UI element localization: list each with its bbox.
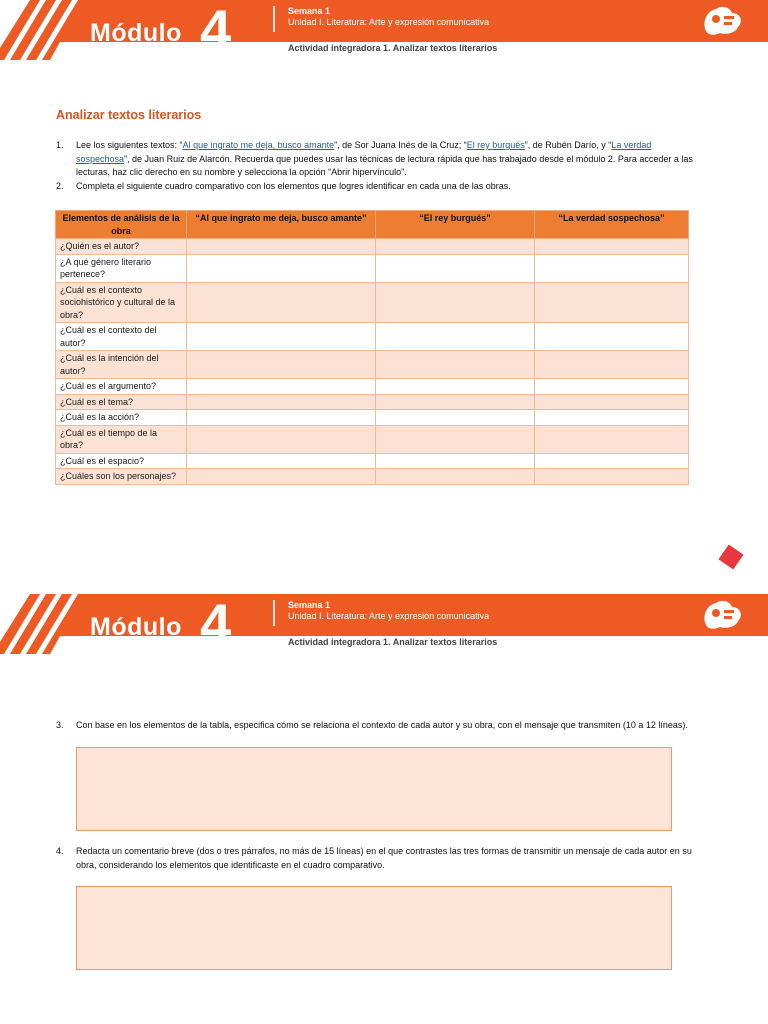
- instruction-item-4: [56, 845, 706, 872]
- answer-cell[interactable]: [187, 282, 376, 323]
- answer-cell[interactable]: [376, 323, 535, 351]
- unit-label: Unidad I. Literatura: Arte y expresión comunicativa: [288, 17, 490, 27]
- page-header: [0, 594, 768, 654]
- answer-cell[interactable]: [535, 351, 689, 379]
- table-row: [56, 379, 689, 395]
- answer-cell[interactable]: [187, 425, 376, 453]
- item-text: Completa el siguiente cuadro comparativo con los elementos que logres identificar en cada una de las obras.: [76, 180, 511, 191]
- answer-cell[interactable]: [535, 453, 689, 469]
- module-label: Módulo: [90, 19, 182, 47]
- item-number: 2.: [56, 180, 64, 191]
- table-row: [56, 469, 689, 485]
- answer-cell[interactable]: [535, 394, 689, 410]
- module-number: 4: [200, 594, 232, 654]
- column-header: “El rey burgués”: [376, 211, 535, 239]
- header-divider: [273, 600, 275, 626]
- text-segment: ”, de Rubén Darío, y “: [524, 140, 612, 150]
- table-row: [56, 410, 689, 426]
- table-header-row: [56, 211, 689, 239]
- link-la-verdad-sospechosa[interactable]: La verdad sospechosa: [76, 140, 652, 164]
- text-segment: ”, de Juan Ruiz de Alarcón. Recuerda que puedes usar las técnicas de lectura rápida que has trabajado desde el módulo 2. Para acceder a las lecturas, haz clic derecho en su nombre y selecciona la opción “Abrir hipervínculo”.: [76, 153, 693, 177]
- list-item: [56, 719, 706, 733]
- column-header: “La verdad sospechosa”: [535, 211, 689, 239]
- row-question: ¿Cuáles son los personajes?: [56, 469, 187, 485]
- activity-title: Actividad integradora 1. Analizar textos literarios: [288, 637, 498, 647]
- comparison-table: [55, 210, 689, 485]
- table-row: [56, 425, 689, 453]
- item-text: Redacta un comentario breve (dos o tres párrafos, no más de 15 líneas) en el que contrastes las tres formas de transmitir un mensaje de cada autor en su obra, considerando los elementos que identificaste en el cuadro comparativo.: [76, 846, 692, 870]
- table-row: [56, 323, 689, 351]
- item-number: 4.: [56, 846, 64, 856]
- item-text: [76, 139, 706, 180]
- table-row: [56, 453, 689, 469]
- row-question: ¿Cuál es el argumento?: [56, 379, 187, 395]
- row-question: ¿A qué género literario pertenece?: [56, 254, 187, 282]
- answer-cell[interactable]: [187, 254, 376, 282]
- table-row: [56, 239, 689, 255]
- text-segment: ”, de Sor Juana Inés de la Cruz; “: [334, 140, 467, 150]
- answer-cell[interactable]: [535, 425, 689, 453]
- answer-cell[interactable]: [376, 469, 535, 485]
- answer-cell[interactable]: [376, 453, 535, 469]
- section-title: Analizar textos literarios: [56, 108, 202, 122]
- row-question: ¿Cuál es la acción?: [56, 410, 187, 426]
- answer-cell[interactable]: [535, 323, 689, 351]
- text-segment: Lee los siguientes textos: “: [76, 140, 183, 150]
- table-row: [56, 351, 689, 379]
- table-row: [56, 282, 689, 323]
- module-number: 4: [200, 0, 232, 60]
- row-question: ¿Cuál es el contexto del autor?: [56, 323, 187, 351]
- prepa-en-linea-sep-logo-icon: [700, 597, 746, 631]
- item-text: Con base en los elementos de la tabla, especifica cómo se relaciona el contexto de cada autor y su obra, con el mensaje que transmiten (10 a 12 líneas).: [76, 720, 688, 730]
- row-question: ¿Cuál es el espacio?: [56, 453, 187, 469]
- header-divider: [273, 6, 275, 32]
- instruction-item-3: [56, 719, 706, 733]
- answer-cell[interactable]: [187, 239, 376, 255]
- answer-box-3[interactable]: [76, 747, 672, 831]
- list-item: [56, 845, 706, 872]
- answer-cell[interactable]: [187, 469, 376, 485]
- answer-cell[interactable]: [376, 239, 535, 255]
- row-question: ¿Cuál es el tema?: [56, 394, 187, 410]
- week-label: Semana 1: [288, 600, 331, 610]
- answer-cell[interactable]: [535, 410, 689, 426]
- prepa-en-linea-sep-logo-icon: [700, 3, 746, 37]
- row-question: ¿Cuál es la intención del autor?: [56, 351, 187, 379]
- table-row: [56, 394, 689, 410]
- answer-cell[interactable]: [376, 410, 535, 426]
- answer-cell[interactable]: [376, 394, 535, 410]
- row-question: ¿Quién es el autor?: [56, 239, 187, 255]
- red-diamond-icon: [718, 544, 743, 569]
- item-number: 3.: [56, 720, 64, 730]
- answer-cell[interactable]: [187, 323, 376, 351]
- week-label: Semana 1: [288, 6, 331, 16]
- unit-label: Unidad I. Literatura: Arte y expresión comunicativa: [288, 611, 490, 621]
- answer-box-4[interactable]: [76, 886, 672, 970]
- answer-cell[interactable]: [535, 239, 689, 255]
- column-header: “Al que ingrato me deja, busco amante”: [187, 211, 376, 239]
- answer-cell[interactable]: [376, 425, 535, 453]
- answer-cell[interactable]: [187, 379, 376, 395]
- list-item: [56, 139, 706, 180]
- answer-cell[interactable]: [187, 351, 376, 379]
- answer-cell[interactable]: [187, 453, 376, 469]
- column-header: Elementos de análisis de la obra: [56, 211, 187, 239]
- table-row: [56, 254, 689, 282]
- answer-cell[interactable]: [376, 282, 535, 323]
- activity-title: Actividad integradora 1. Analizar textos literarios: [288, 43, 498, 53]
- answer-cell[interactable]: [376, 351, 535, 379]
- answer-cell[interactable]: [187, 394, 376, 410]
- answer-cell[interactable]: [535, 254, 689, 282]
- answer-cell[interactable]: [376, 379, 535, 395]
- instructions-list: [56, 139, 706, 193]
- row-question: ¿Cuál es el contexto sociohistórico y cultural de la obra?: [56, 282, 187, 323]
- answer-cell[interactable]: [535, 282, 689, 323]
- header-stripes-decoration: [0, 594, 90, 654]
- answer-cell[interactable]: [535, 379, 689, 395]
- row-question: ¿Cuál es el tiempo de la obra?: [56, 425, 187, 453]
- list-item: [56, 180, 706, 194]
- answer-cell[interactable]: [376, 254, 535, 282]
- link-al-que-ingrato[interactable]: Al que ingrato me deja, busco amante: [182, 140, 335, 150]
- answer-cell[interactable]: [535, 469, 689, 485]
- page-header: [0, 0, 768, 60]
- link-el-rey-burgues[interactable]: El rey burgués: [466, 140, 525, 150]
- answer-cell[interactable]: [187, 410, 376, 426]
- header-stripes-decoration: [0, 0, 90, 60]
- module-label: Módulo: [90, 613, 182, 641]
- item-number: 1.: [56, 140, 64, 150]
